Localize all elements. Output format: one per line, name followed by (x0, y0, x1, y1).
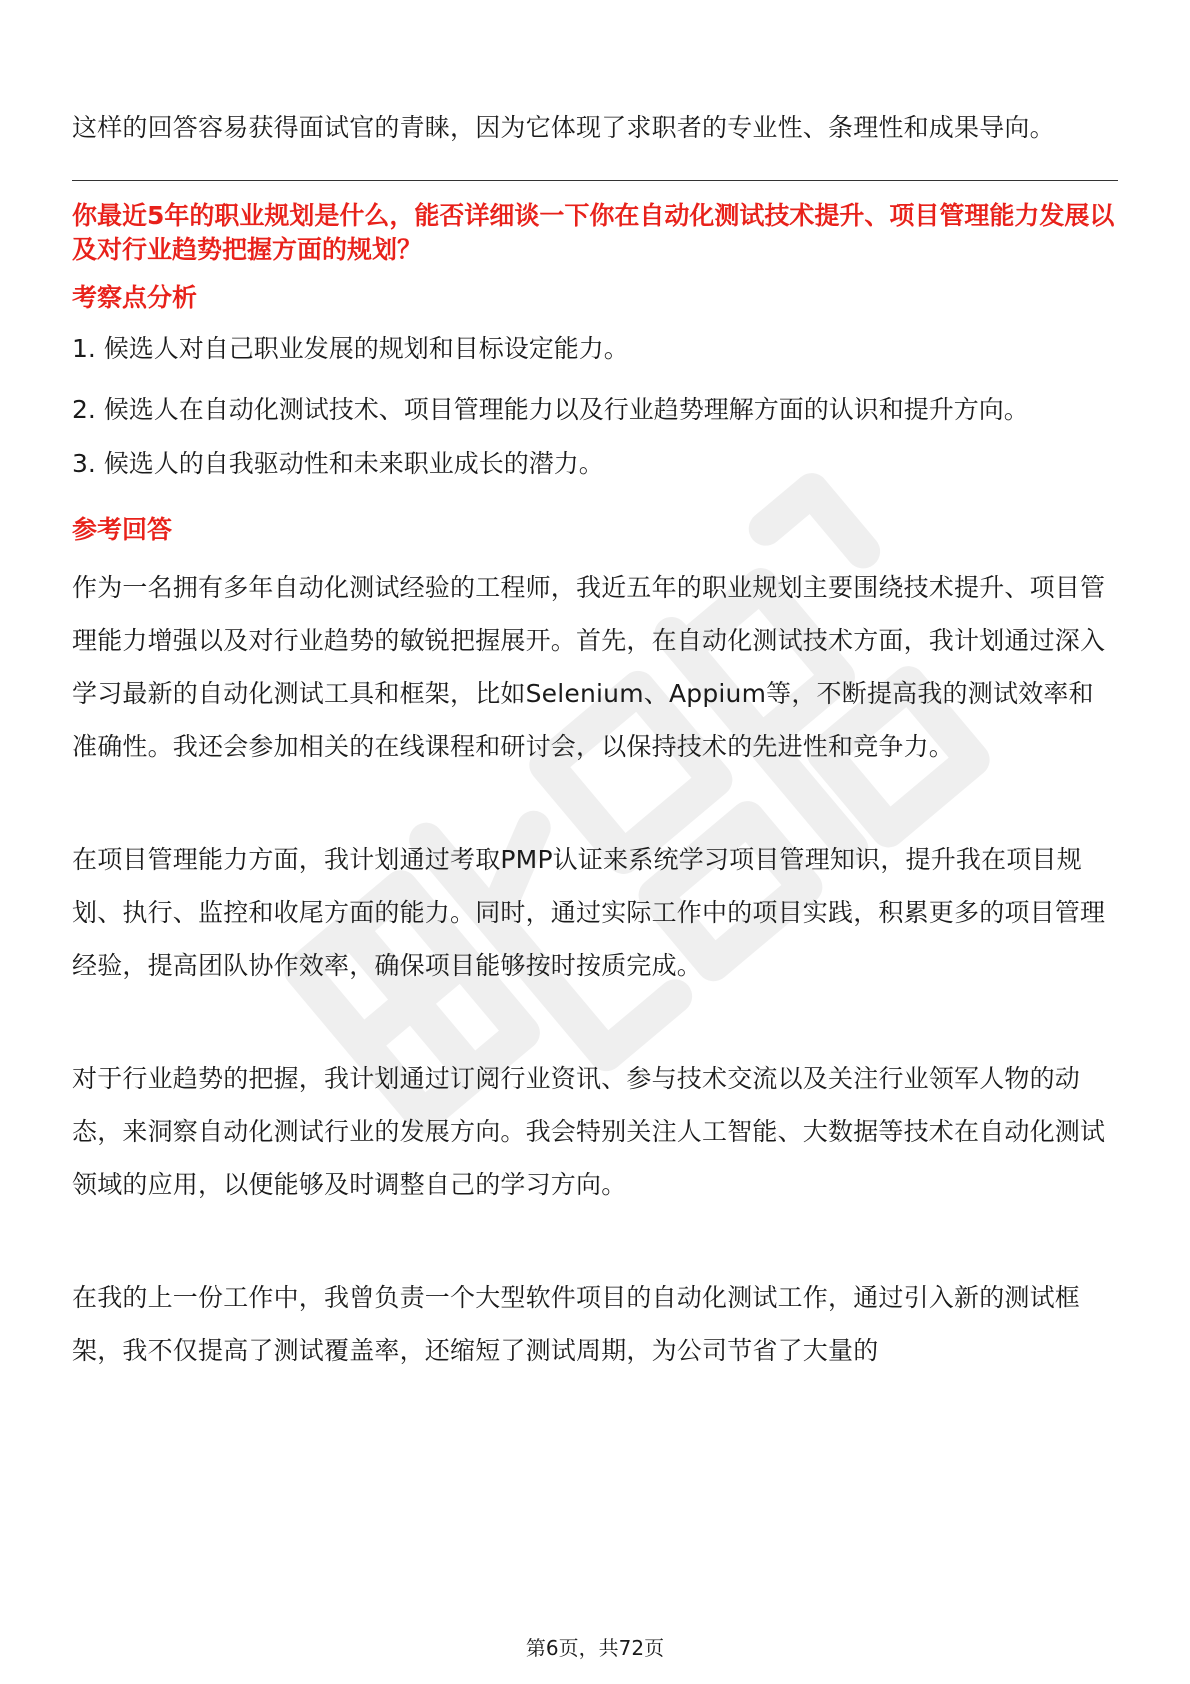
answer-paragraph: 在我的上一份工作中，我曾负责一个大型软件项目的自动化测试工作，通过引入新的测试框架，我不仅提高了测试覆盖率，还缩短了测试周期，为公司节省了大量的 (72, 1283, 1081, 1365)
main-content (72, 100, 1118, 1377)
spacer (72, 547, 1118, 561)
analysis-heading: 考察点分析 (72, 283, 198, 312)
answer-paragraph: 对于行业趋势的把握，我计划通过订阅行业资讯、参与技术交流以及关注行业领军人物的动态，来洞察自动化测试行业的发展方向。我会特别关注人工智能、大数据等技术在自动化测试领域的应用，以便能够及时调整自己的学习方向。 (72, 1064, 1106, 1199)
section-divider (72, 180, 1118, 181)
spacer (72, 1211, 1118, 1271)
spacer (72, 773, 1118, 833)
analysis-item: 2. 候选人在自动化测试技术、项目管理能力以及行业趋势理解方面的认识和提升方向。 (72, 395, 1029, 424)
answer-paragraph: 在项目管理能力方面，我计划通过考取PMP认证来系统学习项目管理知识，提升我在项目规划、执行、监控和收尾方面的能力。同时，通过实际工作中的项目实践，积累更多的项目管理经验，提高团队协作效率，确保项目能够按时按质完成。 (72, 845, 1106, 980)
analysis-item: 1. 候选人对自己职业发展的规划和目标设定能力。 (72, 334, 629, 363)
intro-paragraph: 这样的回答容易获得面试官的青睐，因为它体现了求职者的专业性、条理性和成果导向。 (72, 113, 1055, 142)
spacer (72, 992, 1118, 1052)
page-footer: 第6页，共72页 (525, 1636, 665, 1660)
spacer (72, 369, 1118, 383)
answer-paragraph: 作为一名拥有多年自动化测试经验的工程师，我近五年的职业规划主要围绕技术提升、项目管理能力增强以及对行业趋势的敏锐把握展开。首先，在自动化测试技术方面，我计划通过深入学习最新的自动化测试工具和框架，比如Selenium、Appium等，不断提高我的测试效率和准确性。我还会参加相关的在线课程和研讨会，以保持技术的先进性和竞争力。 (72, 573, 1106, 761)
interview-question: 你最近5年的职业规划是什么，能否详细谈一下你在自动化测试技术提升、项目管理能力发展以及对行业趋势把握方面的规划？ (72, 201, 1115, 264)
answer-heading: 参考回答 (72, 515, 173, 544)
spacer (72, 315, 1118, 329)
spacer (72, 491, 1118, 513)
spacer (72, 267, 1118, 281)
analysis-item: 3. 候选人的自我驱动性和未来职业成长的潜力。 (72, 449, 604, 478)
